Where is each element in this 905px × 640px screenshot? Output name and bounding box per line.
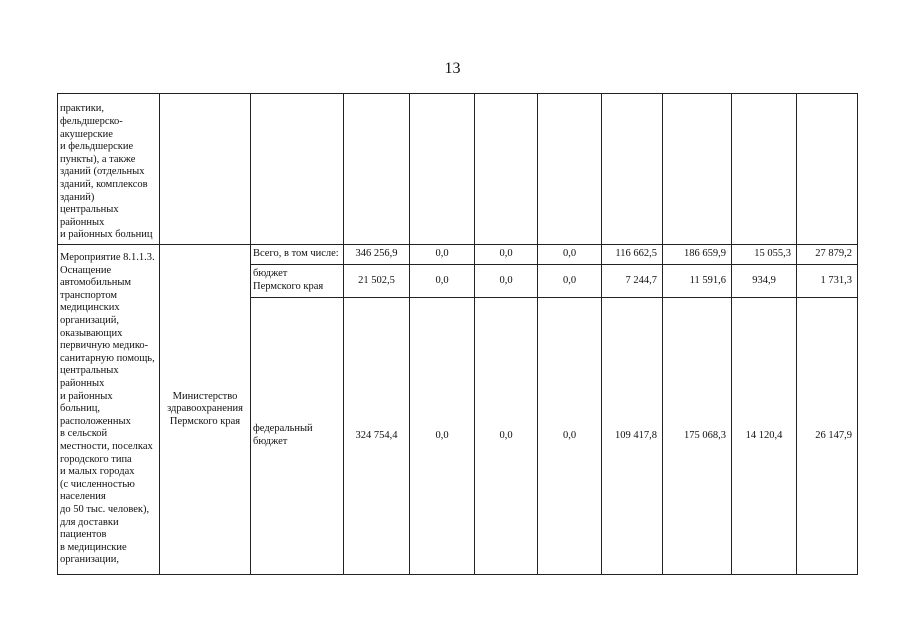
measure-line: организаций, <box>60 315 119 327</box>
year-value: 934,9 <box>732 265 797 298</box>
financing-table <box>57 93 858 575</box>
empty-cell <box>538 94 602 245</box>
executor-line: Пермского края <box>169 415 241 427</box>
measure-line: в медицинские <box>60 541 127 553</box>
year-value: 14 120,4 <box>732 298 797 575</box>
measure-line: до 50 тыс. человек), <box>60 503 150 515</box>
source-label: Пермского края <box>253 281 324 292</box>
year-value: 26 147,9 <box>797 298 858 575</box>
measure-line: автомобильным <box>60 277 132 289</box>
year-value: 116 662,5 <box>602 245 663 265</box>
measure-line: населения <box>60 491 106 503</box>
source-federal <box>251 298 344 575</box>
continuation-line: акушерские <box>60 128 113 140</box>
measure-line: санитарную помощь, <box>60 352 155 364</box>
measure-line: организации, <box>60 554 119 566</box>
year-value: 1 731,3 <box>797 265 858 298</box>
year-value: 0,0 <box>410 298 475 575</box>
continuation-row <box>58 94 858 245</box>
empty-cell <box>732 94 797 245</box>
measure-line: для доставки <box>60 516 119 528</box>
year-value: 0,0 <box>475 245 538 265</box>
source-regional <box>251 265 344 298</box>
year-value: 27 879,2 <box>797 245 858 265</box>
measure-line: и малых городах <box>60 466 135 478</box>
continuation-line: районных <box>60 216 105 228</box>
year-value: 186 659,9 <box>663 245 732 265</box>
continuation-line: зданий, комплексов <box>60 179 148 191</box>
source-label: бюджет <box>253 268 288 280</box>
total-value: 324 754,4 <box>344 298 410 575</box>
total-value: 346 256,9 <box>344 245 410 265</box>
measure-line: больниц, <box>60 403 100 415</box>
page-number: 13 <box>444 60 461 77</box>
empty-cell <box>475 94 538 245</box>
source-label: бюджет <box>253 436 288 447</box>
measure-line: и районных <box>60 390 113 402</box>
continuation-line: практики, <box>60 103 105 115</box>
year-value: 109 417,8 <box>602 298 663 575</box>
year-value: 0,0 <box>475 265 538 298</box>
measure-line: (с численностью <box>60 478 135 490</box>
empty-cell <box>410 94 475 245</box>
measure-line: Мероприятие 8.1.1.3. <box>60 252 155 264</box>
year-value: 0,0 <box>538 298 602 575</box>
continuation-line: и фельдшерские <box>60 141 134 153</box>
measure-line: центральных <box>60 365 119 377</box>
executor-cell <box>160 245 251 575</box>
year-value: 0,0 <box>538 245 602 265</box>
executor-line: здравоохранения <box>167 403 243 415</box>
total-value: 21 502,5 <box>344 265 410 298</box>
source-label: федеральный <box>253 423 313 435</box>
continuation-line: фельдшерско- <box>60 116 123 128</box>
year-value: 11 591,6 <box>663 265 732 298</box>
continuation-line: зданий) <box>60 191 95 203</box>
measure-line: местности, поселках <box>60 440 153 452</box>
year-value: 175 068,3 <box>663 298 732 575</box>
year-value: 0,0 <box>410 265 475 298</box>
measure-line: в сельской <box>60 428 108 440</box>
continuation-line: пункты), а также <box>60 153 136 165</box>
executor-line: Министерство <box>172 390 238 402</box>
empty-cell <box>344 94 410 245</box>
year-value: 0,0 <box>475 298 538 575</box>
continuation-line: центральных <box>60 204 119 216</box>
measure-description <box>58 245 160 575</box>
measure-line: расположенных <box>60 415 131 427</box>
year-value: 7 244,7 <box>602 265 663 298</box>
measure-line: районных <box>60 378 105 390</box>
measure-line: первичную медико- <box>60 340 149 352</box>
year-value: 0,0 <box>410 245 475 265</box>
continuation-line: и районных больниц <box>60 229 153 241</box>
source-total <box>251 245 344 265</box>
empty-cell <box>797 94 858 245</box>
empty-cell <box>663 94 732 245</box>
measure-line: городского типа <box>60 453 132 465</box>
year-value: 15 055,3 <box>732 245 797 265</box>
measure-line: медицинских <box>60 302 120 314</box>
measure-line: Оснащение <box>60 264 112 276</box>
year-value: 0,0 <box>538 265 602 298</box>
measure-line: оказывающих <box>60 327 123 339</box>
table-row-total <box>58 245 858 265</box>
empty-cell <box>251 94 344 245</box>
empty-cell <box>160 94 251 245</box>
measure-line: транспортом <box>60 289 118 301</box>
continuation-description <box>58 94 160 245</box>
empty-cell <box>602 94 663 245</box>
continuation-line: зданий (отдельных <box>60 166 145 178</box>
source-label: Всего, в том числе: <box>253 248 339 260</box>
measure-line: пациентов <box>60 529 107 541</box>
